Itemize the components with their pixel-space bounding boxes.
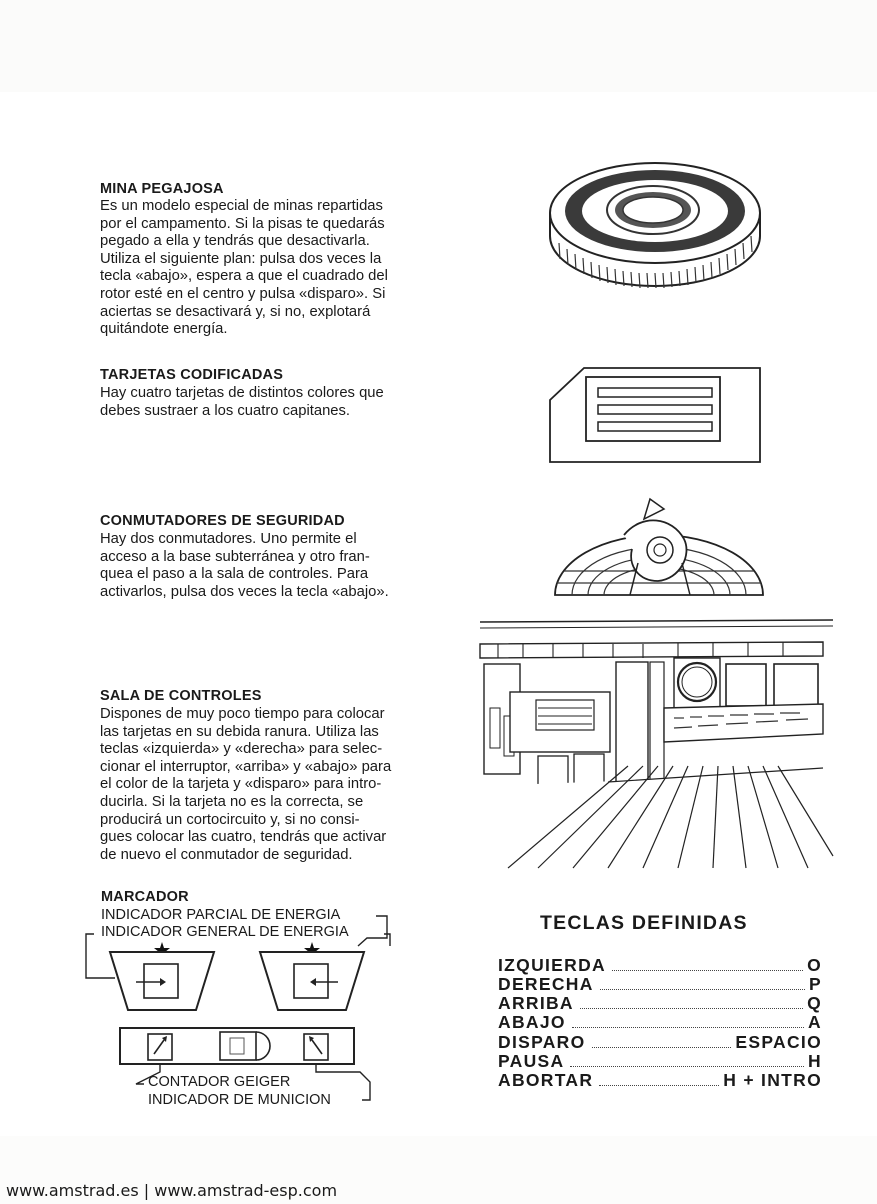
- key-dots: [599, 1085, 719, 1086]
- key-value: A: [808, 1012, 822, 1032]
- text-line: quea el paso a la sala de controles. Para: [100, 566, 369, 583]
- text-line: tecla «abajo», espera a que el cuadrado del: [100, 268, 388, 285]
- key-dots: [580, 1008, 803, 1009]
- mine-illustration: [545, 148, 765, 298]
- text-line: pegado a ella y tendrás que desactivarla.: [100, 233, 370, 250]
- text-line: por el campamento. Si la pisas te quedarás: [100, 215, 385, 232]
- text-line: gues colocar las cuatro, tendrás que activar: [100, 829, 387, 846]
- key-value: P: [809, 974, 822, 994]
- label-indicador-municion: INDICADOR DE MUNICION: [148, 1092, 331, 1108]
- text-line: debes sustraer a los cuatro capitanes.: [100, 402, 351, 419]
- key-action: DISPARO: [498, 1032, 586, 1052]
- text-line: Es un modelo especial de minas repartidas: [100, 198, 383, 214]
- text-line: ducirla. Si la tarjeta no es la correcta, se: [100, 793, 364, 810]
- key-action: PAUSA: [498, 1051, 565, 1071]
- key-row-derecha: [498, 975, 822, 994]
- section-title-sala: SALA DE CONTROLES: [100, 688, 262, 704]
- card-illustration: [548, 366, 763, 466]
- key-action: ABORTAR: [498, 1070, 594, 1090]
- text-line: teclas «izquierda» y «derecha» para selec-: [100, 741, 383, 758]
- text-line: Hay cuatro tarjetas de distintos colores que: [100, 385, 384, 401]
- text-line: cionar el interruptor, «arriba» y «abajo» para: [100, 758, 392, 775]
- text-line: producirá un cortocircuito y, si no consi-: [100, 811, 360, 828]
- footer-watermark: www.amstrad.es | www.amstrad-esp.com: [6, 1181, 338, 1200]
- section-text-mina: [100, 198, 426, 339]
- section-title-mina: MINA PEGAJOSA: [100, 181, 224, 197]
- key-row-disparo: [498, 1033, 822, 1052]
- label-indicador-general: INDICADOR GENERAL DE ENERGIA: [101, 924, 349, 940]
- text-line: activarlos, pulsa dos veces la tecla «abajo».: [100, 583, 389, 600]
- key-row-abajo: [498, 1013, 822, 1032]
- section-text-conmutadores: [100, 531, 426, 601]
- key-action: IZQUIERDA: [498, 955, 606, 975]
- key-action: ARRIBA: [498, 993, 574, 1013]
- key-value: H: [808, 1051, 822, 1071]
- text-line: aciertas se desactivará y, si no, explotará: [100, 303, 371, 320]
- key-dots: [572, 1027, 804, 1028]
- text-line: Hay dos conmutadores. Uno permite el: [100, 531, 357, 547]
- text-line: quitándote energía.: [100, 321, 228, 338]
- text-line: rotor esté en el centro y pulsa «disparo». Si: [100, 285, 386, 302]
- key-row-pausa: [498, 1052, 822, 1071]
- key-row-arriba: [498, 994, 822, 1013]
- key-value: H + INTRO: [723, 1070, 822, 1090]
- text-line: acceso a la base subterránea y otro fran-: [100, 548, 370, 565]
- key-dots: [570, 1066, 804, 1067]
- text-line: Utiliza el siguiente plan: pulsa dos veces la: [100, 250, 382, 267]
- key-dots: [612, 970, 803, 971]
- key-value: ESPACIO: [735, 1032, 822, 1052]
- key-value: Q: [807, 993, 822, 1013]
- keys-title: TECLAS DEFINIDAS: [540, 912, 748, 934]
- scan-margin-top: [0, 0, 877, 92]
- key-row-abortar: [498, 1071, 822, 1090]
- key-dots: [600, 989, 805, 990]
- text-line: las tarjetas en su debida ranura. Utiliza las: [100, 723, 379, 740]
- key-row-izquierda: [498, 956, 822, 975]
- text-line: de nuevo el conmutador de seguridad.: [100, 846, 353, 863]
- section-title-tarjetas: TARJETAS CODIFICADAS: [100, 367, 284, 383]
- text-line: Dispones de muy poco tiempo para colocar: [100, 706, 385, 722]
- key-action: DERECHA: [498, 974, 594, 994]
- switch-illustration: [552, 495, 767, 600]
- control-room-illustration: [478, 616, 838, 871]
- key-dots: [592, 1047, 732, 1048]
- text-line: el color de la tarjeta y «disparo» para intro-: [100, 776, 382, 793]
- section-title-conmutadores: CONMUTADORES DE SEGURIDAD: [100, 513, 345, 529]
- key-action: ABAJO: [498, 1012, 566, 1032]
- marcador-title: MARCADOR: [101, 889, 189, 905]
- section-text-sala: [100, 706, 426, 864]
- label-indicador-parcial: INDICADOR PARCIAL DE ENERGIA: [101, 907, 341, 923]
- label-contador-geiger: CONTADOR GEIGER: [148, 1074, 291, 1090]
- key-value: O: [807, 955, 822, 975]
- section-text-tarjetas: [100, 385, 426, 420]
